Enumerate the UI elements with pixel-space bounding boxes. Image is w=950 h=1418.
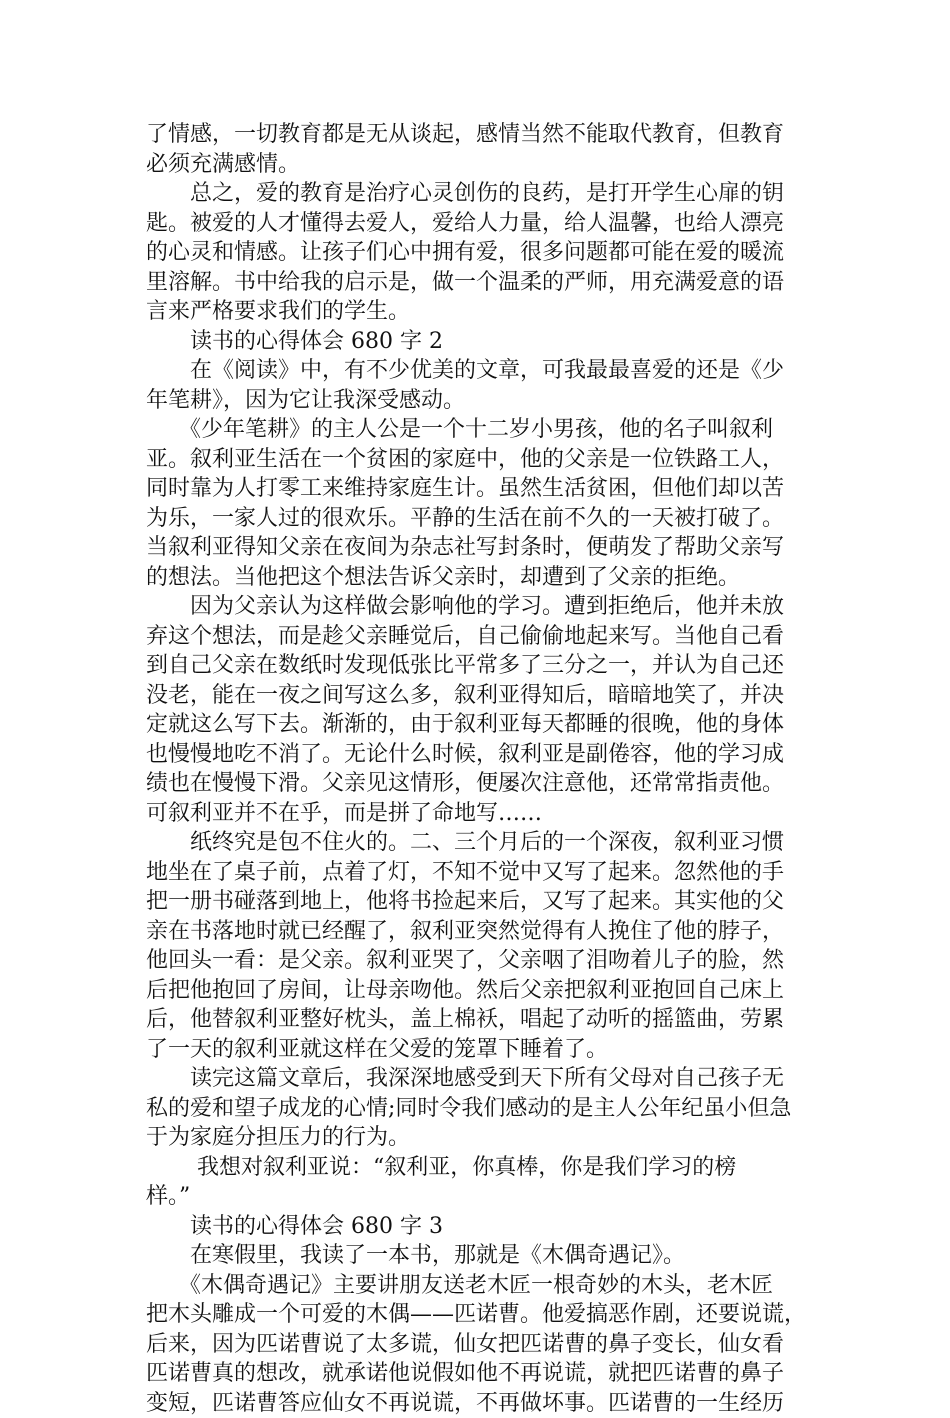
text-line: 后把他抱回了房间，让母亲吻他。然后父亲把叙利亚抱回自己床上 (146, 976, 826, 1006)
text-line: 可叙利亚并不在乎，而是拼了命地写…… (146, 799, 826, 829)
text-line: 亚。叙利亚生活在一个贫困的家庭中，他的父亲是一位铁路工人， (146, 445, 826, 475)
document-body (146, 120, 826, 1418)
text-line: 我想对叙利亚说：“叙利亚，你真棒，你是我们学习的榜 (146, 1153, 826, 1183)
text-line: 《少年笔耕》的主人公是一个十二岁小男孩，他的名子叫叙利 (146, 415, 826, 445)
text-line: 于为家庭分担压力的行为。 (146, 1123, 826, 1153)
text-line: 年笔耕》，因为它让我深受感动。 (146, 386, 826, 416)
text-line: 总之，爱的教育是治疗心灵创伤的良药，是打开学生心扉的钥 (146, 179, 826, 209)
text-line: 的想法。当他把这个想法告诉父亲时，却遭到了父亲的拒绝。 (146, 563, 826, 593)
text-line: 《木偶奇遇记》主要讲朋友送老木匠一根奇妙的木头，老木匠 (146, 1271, 826, 1301)
text-line: 为乐，一家人过的很欢乐。平静的生活在前不久的一天被打破了。 (146, 504, 826, 534)
text-line: 私的爱和望子成龙的心情;同时令我们感动的是主人公年纪虽小但急 (146, 1094, 826, 1124)
text-line: 弃这个想法，而是趁父亲睡觉后，自己偷偷地起来写。当他自己看 (146, 622, 826, 652)
text-line: 必须充满感情。 (146, 150, 826, 180)
text-line: 匹诺曹真的想改，就承诺他说假如他不再说谎，就把匹诺曹的鼻子 (146, 1359, 826, 1389)
text-line: 言来严格要求我们的学生。 (146, 297, 826, 327)
text-line: 匙。被爱的人才懂得去爱人，爱给人力量，给人温馨，也给人漂亮 (146, 209, 826, 239)
text-line: 他回头一看：是父亲。叙利亚哭了，父亲咽了泪吻着儿子的脸，然 (146, 946, 826, 976)
text-line: 变短，匹诺曹答应仙女不再说谎，不再做坏事。匹诺曹的一生经历 (146, 1389, 826, 1418)
text-line: 把一册书碰落到地上，他将书捡起来后，又写了起来。其实他的父 (146, 887, 826, 917)
text-line: 了一天的叙利亚就这样在父爱的笼罩下睡着了。 (146, 1035, 826, 1065)
text-line: 的心灵和情感。让孩子们心中拥有爱，很多问题都可能在爱的暖流 (146, 238, 826, 268)
text-line: 当叙利亚得知父亲在夜间为杂志社写封条时，便萌发了帮助父亲写 (146, 533, 826, 563)
text-line: 了情感，一切教育都是无从谈起，感情当然不能取代教育，但教育 (146, 120, 826, 150)
text-line: 绩也在慢慢下滑。父亲见这情形，便屡次注意他，还常常指责他。 (146, 769, 826, 799)
text-line: 也慢慢地吃不消了。无论什么时候，叙利亚是副倦容，他的学习成 (146, 740, 826, 770)
text-line: 纸终究是包不住火的。二、三个月后的一个深夜，叙利亚习惯 (146, 828, 826, 858)
text-line: 因为父亲认为这样做会影响他的学习。遭到拒绝后，他并未放 (146, 592, 826, 622)
text-line: 到自己父亲在数纸时发现低张比平常多了三分之一，并认为自己还 (146, 651, 826, 681)
text-line: 把木头雕成一个可爱的木偶——匹诺曹。他爱搞恶作剧，还要说谎， (146, 1300, 826, 1330)
section-heading: 读书的心得体会 680 字 2 (146, 327, 826, 357)
text-line: 读完这篇文章后，我深深地感受到天下所有父母对自己孩子无 (146, 1064, 826, 1094)
text-line: 定就这么写下去。渐渐的，由于叙利亚每天都睡的很晚，他的身体 (146, 710, 826, 740)
text-line: 里溶解。书中给我的启示是，做一个温柔的严师，用充满爱意的语 (146, 268, 826, 298)
text-line: 在《阅读》中，有不少优美的文章，可我最最喜爱的还是《少 (146, 356, 826, 386)
text-line: 没老，能在一夜之间写这么多，叙利亚得知后，暗暗地笑了，并决 (146, 681, 826, 711)
text-line: 在寒假里，我读了一本书，那就是《木偶奇遇记》。 (146, 1241, 826, 1271)
text-line: 后来，因为匹诺曹说了太多谎，仙女把匹诺曹的鼻子变长，仙女看 (146, 1330, 826, 1360)
text-line: 同时靠为人打零工来维持家庭生计。虽然生活贫困，但他们却以苦 (146, 474, 826, 504)
text-line: 后，他替叙利亚整好枕头，盖上棉袄，唱起了动听的摇篮曲，劳累 (146, 1005, 826, 1035)
text-line: 亲在书落地时就已经醒了，叙利亚突然觉得有人挽住了他的脖子， (146, 917, 826, 947)
section-heading: 读书的心得体会 680 字 3 (146, 1212, 826, 1242)
text-line: 地坐在了桌子前，点着了灯，不知不觉中又写了起来。忽然他的手 (146, 858, 826, 888)
text-line: 样。” (146, 1182, 826, 1212)
